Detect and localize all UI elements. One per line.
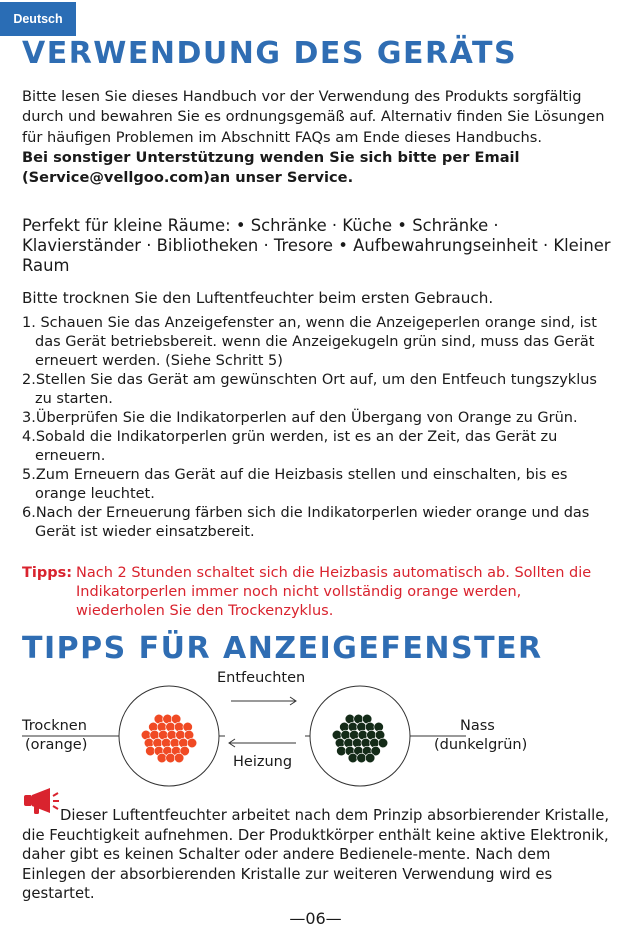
orange-bead	[187, 738, 197, 748]
dehumidify-label: Entfeuchten	[217, 670, 306, 686]
orange-bead	[146, 746, 156, 756]
wet-color-label: (dunkelgrün)	[434, 737, 528, 753]
orange-bead	[157, 753, 167, 763]
green-bead	[337, 746, 347, 756]
right-arrow-icon	[231, 697, 296, 705]
green-bead	[378, 738, 388, 748]
tip-box	[22, 564, 612, 621]
principle-note-text: Dieser Luftentfeuchter arbeitet nach dem Prinzip absorbierender Kristalle, die Feuchtigkeit aufnehmen. Der Produktkörper enthält keine aktive Elektronik, daher gibt es keinen Schalter oder andere Bedienele-mente. Nach dem Einlegen der absorbierenden Kristalle zur weiteren Verwendung wird es gestartet.	[22, 807, 610, 903]
list-item: 1. Schauen Sie das Anzeigefenster an, wenn die Anzeigeperlen orange sind, ist das Gerät betriebsbereit. wenn die Anzeigekugeln grün sind, muss das Gerät erneuert werden. (Siehe Schritt 5)	[22, 315, 597, 369]
section-title-usage: VERWENDUNG DES GERÄTS	[22, 36, 518, 71]
orange-bead	[174, 753, 184, 763]
list-item: 5.Zum Erneuern das Gerät auf die Heizbasis stellen und einschalten, bis es orange leuchtet.	[22, 467, 568, 502]
section-title-indicator: TIPPS FÜR ANZEIGEFENSTER	[22, 631, 543, 666]
page-number: —06—	[289, 909, 342, 928]
intro-text: Bitte lesen Sie dieses Handbuch vor der Verwendung des Produkts sorgfältig durch und bewahren Sie es ordnungsgemäß auf. Alternativ finden Sie Lösungen für häufigen Problemen im Abschnitt FAQs am Ende dieses Handbuchs.	[22, 88, 605, 146]
language-tab: Deutsch	[0, 2, 76, 36]
list-item: 6.Nach der Erneuerung färben sich die Indikatorperlen wieder orange und das Gerät ist wieder einsatzbereit.	[22, 505, 590, 540]
green-bead	[357, 753, 367, 763]
heating-label: Heizung	[233, 754, 293, 770]
suitable-rooms: Perfekt für kleine Räume: • Schränke · Küche • Schränke · Klavierständer · Bibliotheken · Tresore • Aufbewahrungseinheit · Kleiner Raum	[22, 216, 611, 275]
orange-bead	[166, 753, 176, 763]
indicator-diagram	[0, 670, 631, 800]
green-bead	[348, 753, 358, 763]
left-arrow-icon	[229, 739, 296, 747]
wet-label: Nass	[460, 718, 495, 734]
principle-note	[22, 806, 612, 904]
contact-text: Bei sonstiger Unterstützung wenden Sie sich bitte per Email (Service@vellgoo.com)an unser Service.	[22, 148, 520, 187]
steps-title: Bitte trocknen Sie den Luftentfeuchter beim ersten Gebrauch.	[22, 289, 494, 307]
green-bead	[365, 753, 375, 763]
list-item: 4.Sobald die Indikatorperlen grün werden, ist es an der Zeit, das Gerät zu erneuern.	[22, 429, 558, 464]
dry-color-label: (orange)	[25, 737, 88, 753]
tip-text: Nach 2 Stunden schaltet sich die Heizbasis automatisch ab. Sollten die Indikatorperlen immer noch nicht vollständig orange werden, wiederholen Sie den Trockenzyklus.	[76, 565, 592, 619]
tip-label: Tipps:	[22, 565, 73, 581]
list-item: 2.Stellen Sie das Gerät am gewünschten Ort auf, um den Entfeuch tungszyklus zu starten.	[22, 372, 597, 407]
steps-list	[22, 314, 597, 542]
list-item: 3.Überprüfen Sie die Indikatorperlen auf den Übergang von Orange zu Grün.	[22, 410, 578, 426]
dry-label: Trocknen	[22, 718, 87, 734]
intro-paragraph	[22, 87, 612, 188]
